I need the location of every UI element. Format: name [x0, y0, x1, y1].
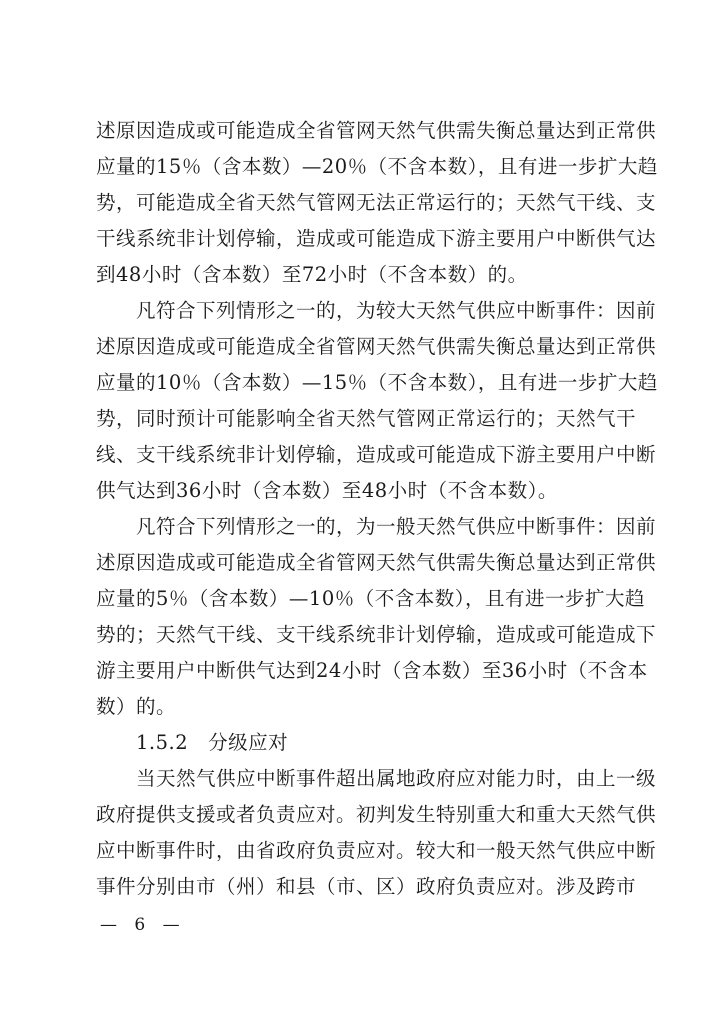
body-line: 述原因造成或可能造成全省管网天然气供需失衡总量达到正常供 [96, 119, 657, 142]
body-line: 干线系统非计划停输，造成或可能造成下游主要用户中断供气达 [96, 227, 657, 250]
body-line: 应中断事件时，由省政府负责应对。较大和一般天然气供应中断 [96, 839, 657, 862]
body-line: 应量的5％（含本数）—10％（不含本数），且有进一步扩大趋 [96, 587, 645, 610]
body-line: 应量的10％（含本数）—15％（不含本数），且有进一步扩大趋 [96, 371, 658, 394]
body-line: 政府提供支援或者负责应对。初判发生特别重大和重大天然气供 [96, 803, 657, 826]
body-line: 势，同时预计可能影响全省天然气管网正常运行的；天然气干 [96, 407, 637, 430]
body-line: 到48小时（含本数）至72小时（不含本数）的。 [96, 263, 528, 286]
body-line: 势，可能造成全省天然气管网无法正常运行的；天然气干线、支 [96, 191, 657, 214]
section-heading: 1.5.2 分级应对 [96, 731, 289, 754]
body-line: 应量的15％（含本数）—20％（不含本数），且有进一步扩大趋 [96, 155, 658, 178]
body-line: 凡符合下列情形之一的，为一般天然气供应中断事件：因前 [96, 515, 657, 538]
body-line: 述原因造成或可能造成全省管网天然气供需失衡总量达到正常供 [96, 551, 657, 574]
body-line: 数）的。 [96, 695, 177, 718]
body-line: 线、支干线系统非计划停输，造成或可能造成下游主要用户中断 [96, 443, 657, 466]
body-line: 事件分别由市（州）和县（市、区）政府负责应对。涉及跨市 [96, 875, 637, 898]
body-line: 凡符合下列情形之一的，为较大天然气供应中断事件：因前 [96, 299, 657, 322]
page-number: — 6 — [100, 915, 186, 935]
body-line: 供气达到36小时（含本数）至48小时（不含本数）。 [96, 479, 558, 502]
body-line: 势的；天然气干线、支干线系统非计划停输，造成或可能造成下 [96, 623, 657, 646]
body-line: 当天然气供应中断事件超出属地政府应对能力时，由上一级 [96, 767, 657, 790]
body-line: 游主要用户中断供气达到24小时（含本数）至36小时（不含本 [96, 659, 648, 682]
body-line: 述原因造成或可能造成全省管网天然气供需失衡总量达到正常供 [96, 335, 657, 358]
